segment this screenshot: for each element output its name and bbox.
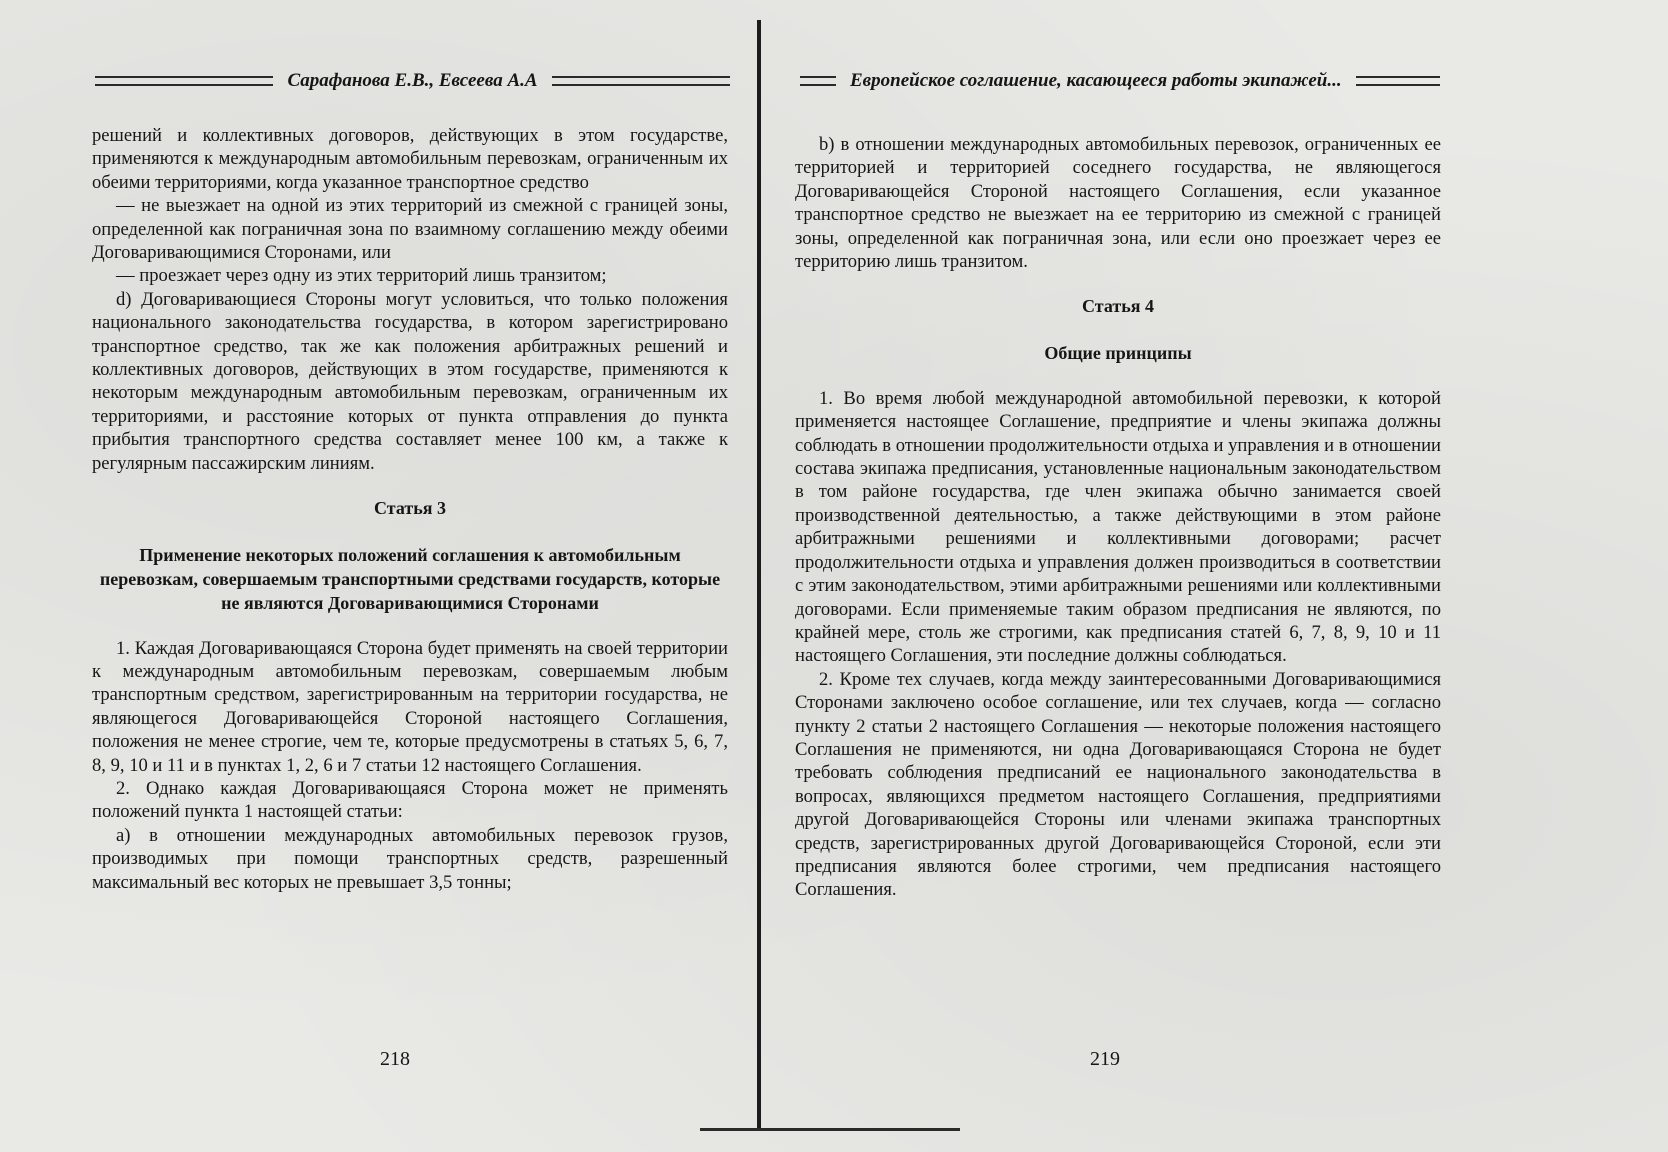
paragraph: решений и коллективных договоров, действующих в этом государстве, применяются к международным автомобильным перевозкам, ограниченным их обеими территориями, когда указанное транспортное средство (92, 125, 728, 193)
paragraph: b) в отношении международных автомобильных перевозок, ограниченных ее территорией и территорией соседнего государства, не являющегося Договаривающейся Стороной настоящего Соглашения, если указанное транспортное средство не выезжает на ее территорию из смежной с границей зоны, определенной как пограничная зона, или если оно проезжает через ее территорию лишь транзитом. (795, 134, 1441, 273)
article-subtitle: Применение некоторых положений соглашения к автомобильным перевозкам, совершаемым транспортными средствами государств, которые не являются Договаривающимися Сторонами (99, 544, 721, 613)
paragraph: d) Договаривающиеся Стороны могут условиться, что только положения национального законодательства государства, в котором зарегистрировано транспортное средство, так же как положения арбитражных решений и коллективных договоров, действующих в этом государстве, применяются к некоторым международным автомобильным перевозкам, ограниченным их территориями, и расстояние которых от пункта отправления до пункта прибытия транспортного средства составляет менее 100 км, а также к регулярным пассажирским линиям. (92, 288, 728, 474)
article-title: Статья 3 (374, 498, 446, 519)
paragraph: 2. Однако каждая Договаривающаяся Сторона может не применять положений пункта 1 настоящей статьи: (92, 777, 728, 823)
right-running-head-text: Европейское соглашение, касающееся работы экипажей... (850, 70, 1342, 91)
paragraph: 2. Кроме тех случаев, когда между заинтересованными Договаривающимися Сторонами заключено особое соглашение, или тех случаев, когда — согласно пункту 2 статьи 2 настоящего Соглашения — некоторые положения настоящего Соглашения не применяются, ни одна Договаривающаяся Сторона не будет требовать соблюдения предписаний ее национального законодательства в вопросах, являющихся предметом настоящего Соглашения, предприятиями другой Договаривающейся Стороны или членами экипажа транспортных средств, зарегистрированных другой Договаривающейся Стороной, если эти предписания являются более строгими, чем предписания настоящего Соглашения. (795, 668, 1441, 901)
left-running-head-text: Сарафанова Е.В., Евсеева А.А (287, 70, 538, 91)
left-page-body (92, 124, 728, 894)
article-title: Статья 4 (1082, 296, 1154, 317)
right-page-body (795, 133, 1441, 902)
right-page (765, 0, 1668, 1152)
page-number: 218 (380, 1048, 410, 1070)
left-page (0, 0, 760, 1152)
paragraph: a) в отношении международных автомобильных перевозок грузов, производимых при помощи транспортных средств, разрешенный максимальный вес которых не превышает 3,5 тонны; (92, 824, 728, 893)
right-running-head (800, 66, 1440, 96)
left-running-head (95, 66, 730, 96)
page-number: 219 (1090, 1048, 1120, 1070)
article-subtitle: Общие принципы (1044, 342, 1192, 363)
paragraph: — проезжает через одну из этих территорий лишь транзитом; (116, 265, 607, 287)
head-rule-right (552, 76, 730, 86)
paragraph: 1. Во время любой международной автомобильной перевозки, к которой применяется настоящее Соглашение, предприятие и члены экипажа должны соблюдать в отношении продолжительности отдыха и управления и в отношении состава экипажа предписания, установленные национальным законодательством в том районе государства, где член экипажа обычно занимается своей производственной деятельностью, а также действующими в этом районе арбитражными решениями и коллективными договорами; расчет продолжительности отдыха и управления должен производиться в соответствии с этим законодательством, этими арбитражными решениями или коллективными договорами. Если применяемые таким образом предписания не являются, по крайней мере, столь же строгими, как предписания статей 6, 7, 8, 9, 10 и 11 настоящего Соглашения, эти последние должны соблюдаться. (795, 387, 1441, 667)
paragraph: — не выезжает на одной из этих территорий из смежной с границей зоны, определенной как пограничная зона по взаимному соглашению между обеими Договаривающимися Сторонами, или (92, 195, 728, 264)
head-rule-left (95, 76, 273, 86)
head-rule-left (800, 76, 836, 86)
head-rule-right (1356, 76, 1440, 86)
paragraph: 1. Каждая Договаривающаяся Сторона будет применять на своей территории к международным автомобильным перевозкам, совершаемым любым транспортным средством, зарегистрированным на территории государства, не являющегося Договаривающейся Стороной настоящего Соглашения, положения не менее строгие, чем те, которые предусмотрены в статьях 5, 6, 7, 8, 9, 10 и 11 и в пунктах 1, 2, 6 и 7 статьи 12 настоящего Соглашения. (92, 637, 728, 776)
